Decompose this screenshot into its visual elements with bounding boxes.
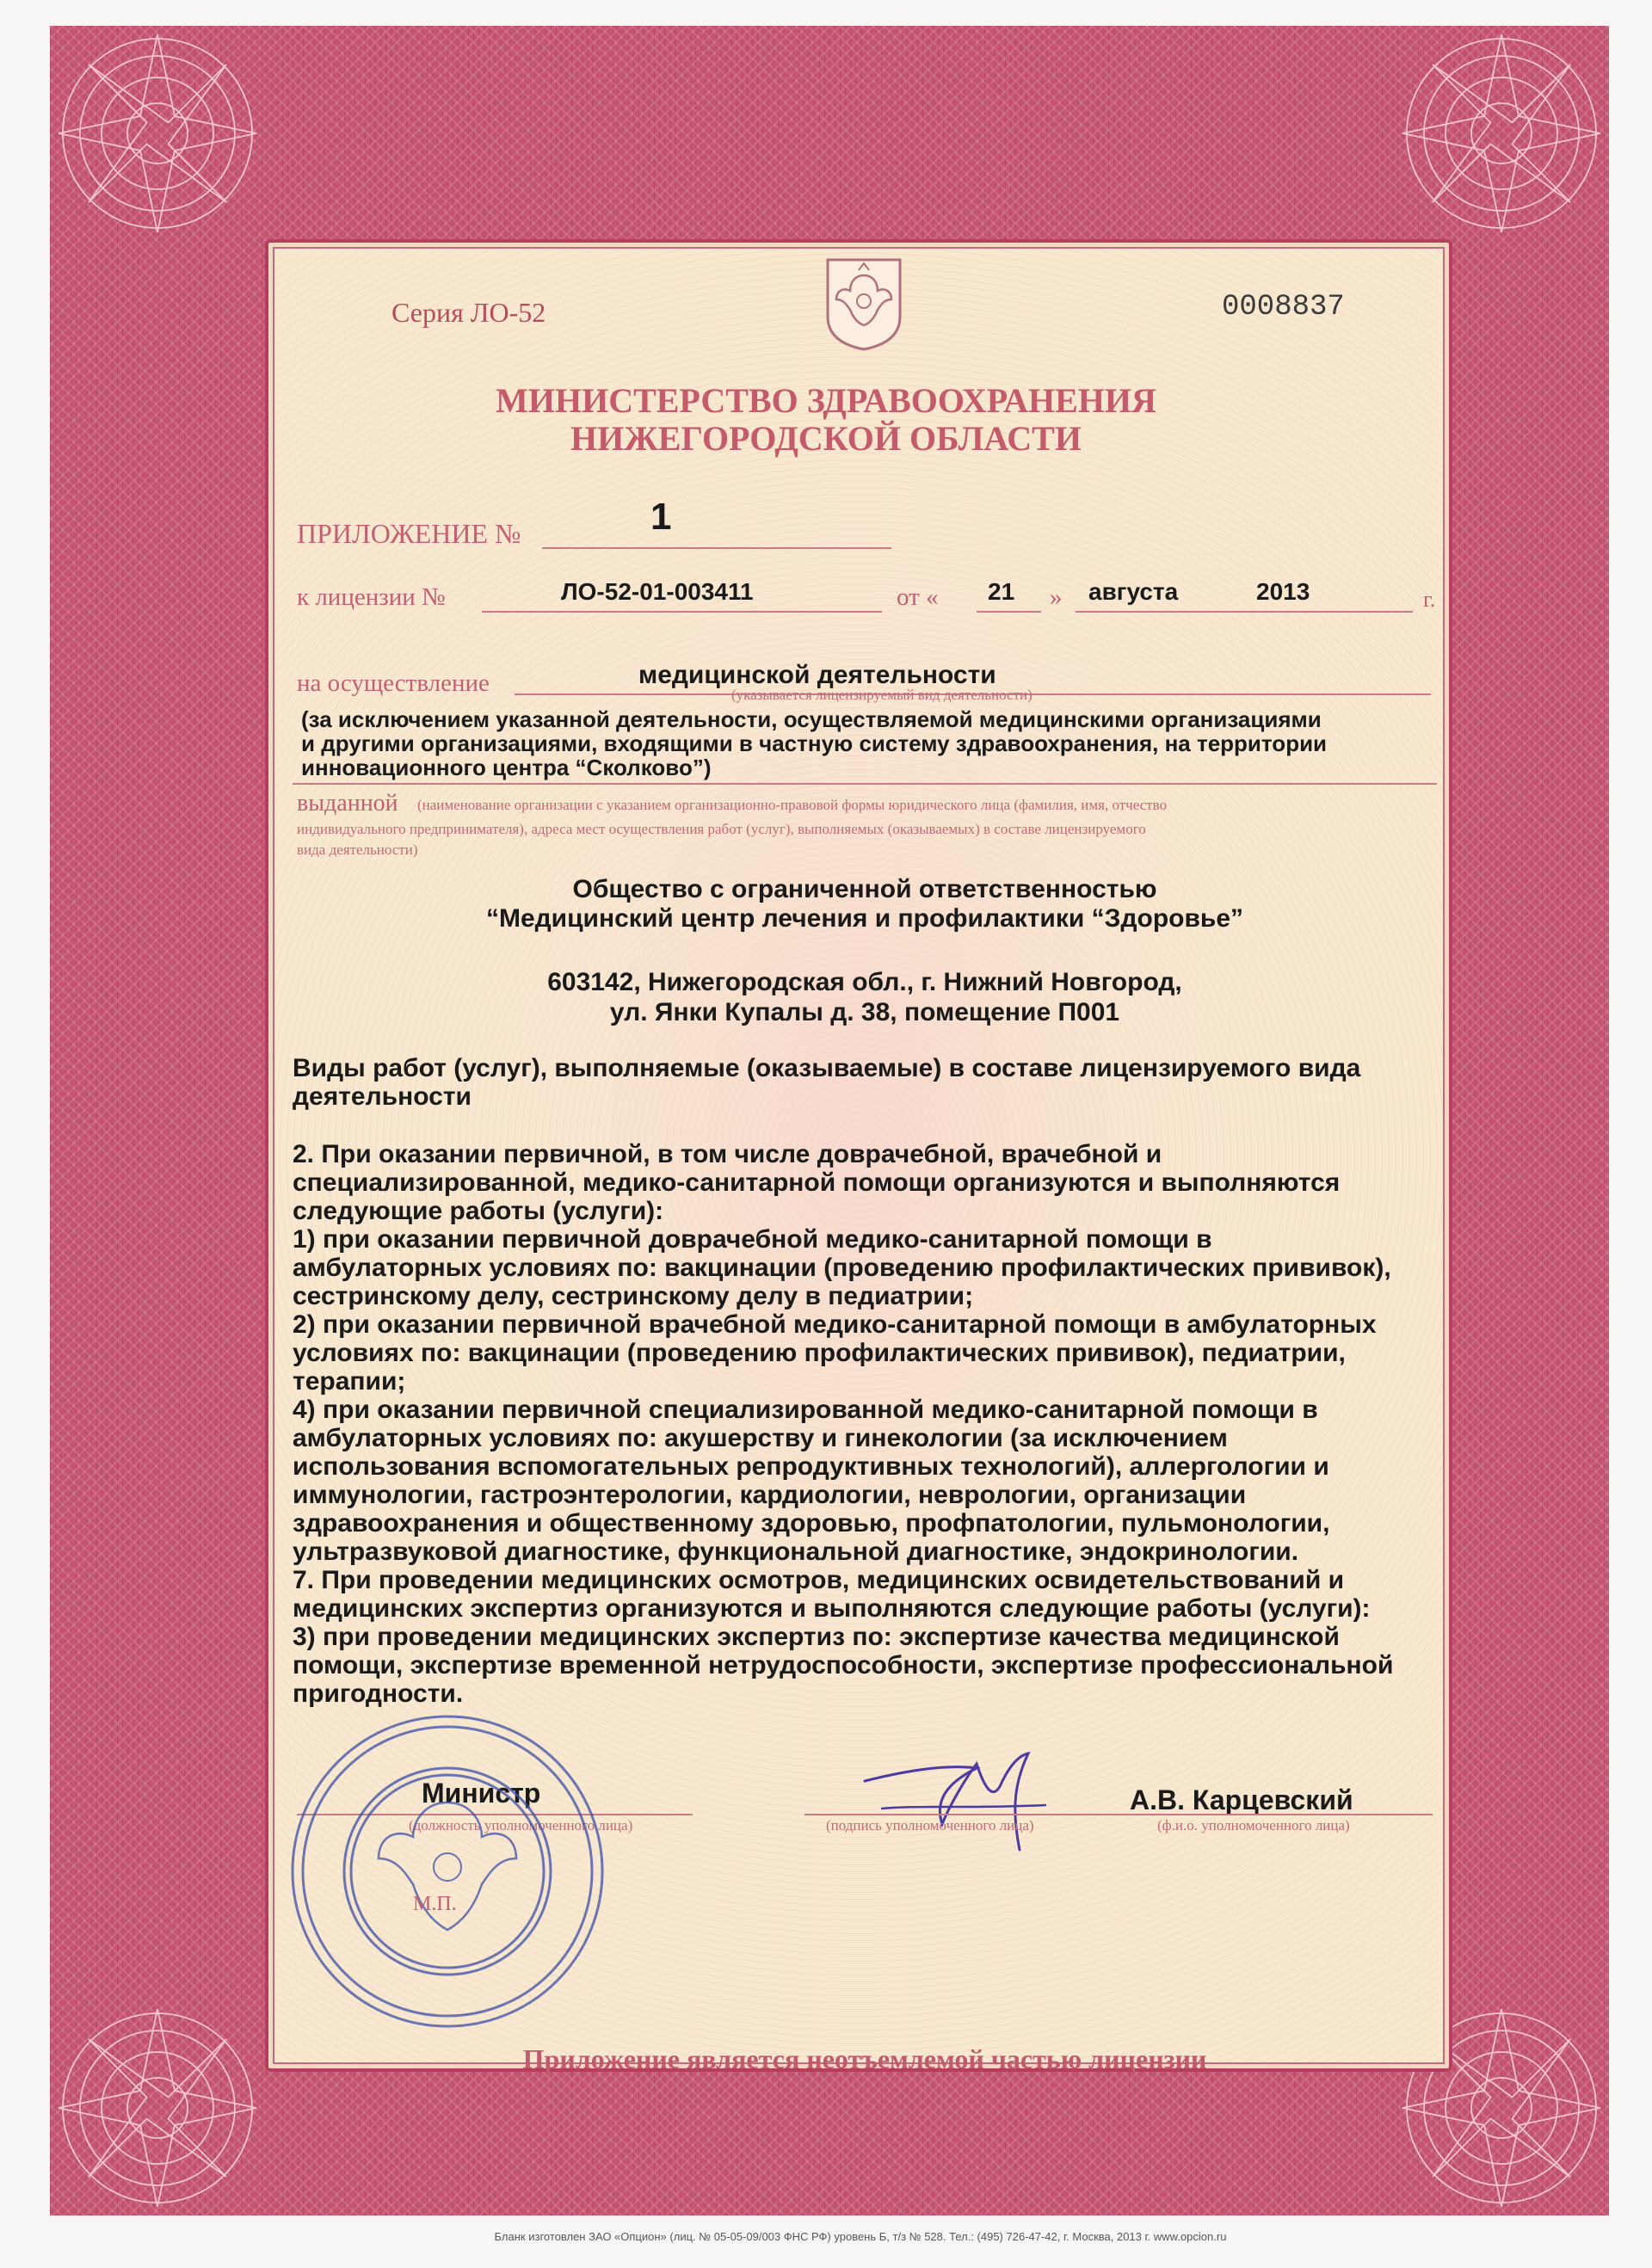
month-year-underline bbox=[1076, 611, 1413, 613]
activity-label: на осуществление bbox=[297, 669, 490, 697]
issued-note-line1: (наименование организации с указанием организационно-правовой формы юридического лица (фамилия, имя, отчество bbox=[417, 797, 1168, 813]
works-line: терапии; bbox=[293, 1367, 406, 1396]
works-line: пригодности. bbox=[293, 1679, 464, 1708]
day-underline bbox=[977, 611, 1041, 613]
license-label: к лицензии № bbox=[297, 583, 446, 611]
ministry-title-line2: НИЖЕГОРОДСКОЙ ОБЛАСТИ bbox=[570, 419, 1082, 458]
position-note: (должность уполномоченного лица) bbox=[409, 1817, 633, 1834]
printer-info: Бланк изготовлен ЗАО «Опцион» (лиц. № 05-05-09/003 ФНС РФ) уровень Б, т/з № 528. Тел.: (495) 726-47-42, г. Москва, 2013 г. www.opcion.ru bbox=[494, 2230, 1227, 2243]
license-number: ЛО-52-01-003411 bbox=[561, 578, 754, 605]
date-from-label: от « bbox=[897, 583, 939, 611]
works-line: здравоохранения и общественному здоровью, профпатологии, пульмонологии, bbox=[293, 1509, 1330, 1538]
official-stamp bbox=[284, 1708, 611, 2035]
blank-number: 0008837 bbox=[1222, 291, 1345, 324]
works-line: использования вспомогательных репродуктивных технологий), аллергологии и bbox=[293, 1452, 1329, 1481]
signer-position: Министр bbox=[422, 1778, 541, 1809]
issued-note-line3: вида деятельности) bbox=[297, 841, 418, 858]
appendix-underline bbox=[542, 547, 891, 549]
works-line: 3) при проведении медицинских экспертиз по: экспертизе качества медицинской bbox=[293, 1623, 1340, 1651]
name-note: (ф.и.о. уполномоченного лица) bbox=[1157, 1817, 1350, 1834]
works-line: помощи, экспертизе временной нетрудоспособности, экспертизе профессиональной bbox=[293, 1651, 1394, 1679]
exclusion-underline bbox=[293, 783, 1437, 785]
works-line: условиях по: вакцинации (проведению профилактических прививок), педиатрии, bbox=[293, 1339, 1346, 1367]
works-line: 2) при оказании первичной врачебной медико-санитарной помощи в амбулаторных bbox=[293, 1310, 1377, 1339]
organization-name: “Медицинский центр лечения и профилактики “Здоровье” bbox=[485, 904, 1244, 933]
organization-address-line1: 603142, Нижегородская обл., г. Нижний Новгород, bbox=[547, 968, 1182, 996]
organization-form: Общество с ограниченной ответственностью bbox=[572, 875, 1157, 903]
works-line: медицинских экспертиз организуются и выполняются следующие работы (услуги): bbox=[293, 1594, 1371, 1623]
works-line: амбулаторных условиях по: вакцинации (проведению профилактических прививок), bbox=[293, 1254, 1391, 1282]
signature-note: (подпись уполномоченного лица) bbox=[826, 1817, 1034, 1834]
works-line: 4) при оказании первичной специализированной медико-санитарной помощи в bbox=[293, 1396, 1318, 1424]
appendix-label: ПРИЛОЖЕНИЕ № bbox=[297, 518, 521, 549]
corner-rosette-icon bbox=[50, 26, 265, 241]
exclusion-line: и другими организациями, входящими в частную систему здравоохранения, на территории bbox=[301, 730, 1328, 756]
integral-part-notice: Приложение является неотъемлемой частью лицензии bbox=[522, 2043, 1207, 2074]
name-underline bbox=[1127, 1814, 1433, 1815]
works-line: 2. При оказании первичной, в том числе доврачебной, врачебной и bbox=[293, 1140, 1162, 1168]
license-year: 2013 bbox=[1256, 578, 1310, 605]
organization-address-line2: ул. Янки Купалы д. 38, помещение П001 bbox=[609, 998, 1120, 1026]
works-heading-line: Виды работ (услуг), выполняемые (оказываемые) в составе лицензируемого вида bbox=[293, 1054, 1361, 1082]
signature bbox=[848, 1729, 1071, 1858]
year-suffix: г. bbox=[1423, 587, 1436, 612]
activity-note: (указывается лицензируемый вид деятельности) bbox=[731, 687, 1032, 703]
license-underline bbox=[482, 611, 882, 613]
works-line: ультразвуковой диагностике, функциональной диагностике, эндокринологии. bbox=[293, 1538, 1299, 1566]
license-month: августа bbox=[1088, 578, 1179, 605]
works-line: следующие работы (услуги): bbox=[293, 1197, 664, 1225]
corner-rosette-icon bbox=[1394, 26, 1609, 241]
works-line: амбулаторных условиях по: акушерству и гинекологии (за исключением bbox=[293, 1424, 1228, 1452]
date-day-close: » bbox=[1050, 583, 1063, 611]
issued-note-line2: индивидуального предпринимателя), адреса мест осуществления работ (услуг), выполняемых (оказываемых) в составе лицензируемого bbox=[297, 821, 1146, 837]
series-label: Серия ЛО-52 bbox=[391, 297, 546, 328]
license-day: 21 bbox=[988, 578, 1015, 605]
works-heading-line: деятельности bbox=[293, 1082, 472, 1111]
signer-name: А.В. Карцевский bbox=[1130, 1784, 1353, 1815]
works-line: сестринскому делу, сестринскому делу в педиатрии; bbox=[293, 1282, 974, 1310]
activity-exclusion bbox=[301, 707, 1327, 780]
exclusion-line: (за исключением указанной деятельности, осуществляемой медицинскими организациями bbox=[301, 706, 1322, 732]
appendix-number: 1 bbox=[650, 496, 672, 538]
coat-of-arms-icon bbox=[824, 256, 903, 353]
works-line: иммунологии, гастроэнтерологии, кардиологии, неврологии, организации bbox=[293, 1481, 1247, 1509]
works-heading bbox=[293, 1054, 1437, 1111]
ministry-title-line1: МИНИСТЕРСТВО ЗДРАВООХРАНЕНИЯ bbox=[496, 381, 1156, 420]
signature-underline bbox=[804, 1814, 1127, 1815]
stamp-mark-label: М.П. bbox=[413, 1893, 457, 1915]
issued-label: выданной bbox=[297, 790, 398, 817]
works-list bbox=[293, 1140, 1437, 1708]
works-line: специализированной, медико-санитарной помощи организуются и выполняются bbox=[293, 1168, 1341, 1197]
works-line: 1) при оказании первичной доврачебной медико-санитарной помощи в bbox=[293, 1225, 1212, 1254]
works-line: 7. При проведении медицинских осмотров, медицинских освидетельствований и bbox=[293, 1566, 1345, 1594]
corner-rosette-icon bbox=[50, 2000, 265, 2216]
activity-value: медицинской деятельности bbox=[638, 661, 996, 689]
exclusion-line: инновационного центра “Сколково”) bbox=[301, 755, 712, 780]
